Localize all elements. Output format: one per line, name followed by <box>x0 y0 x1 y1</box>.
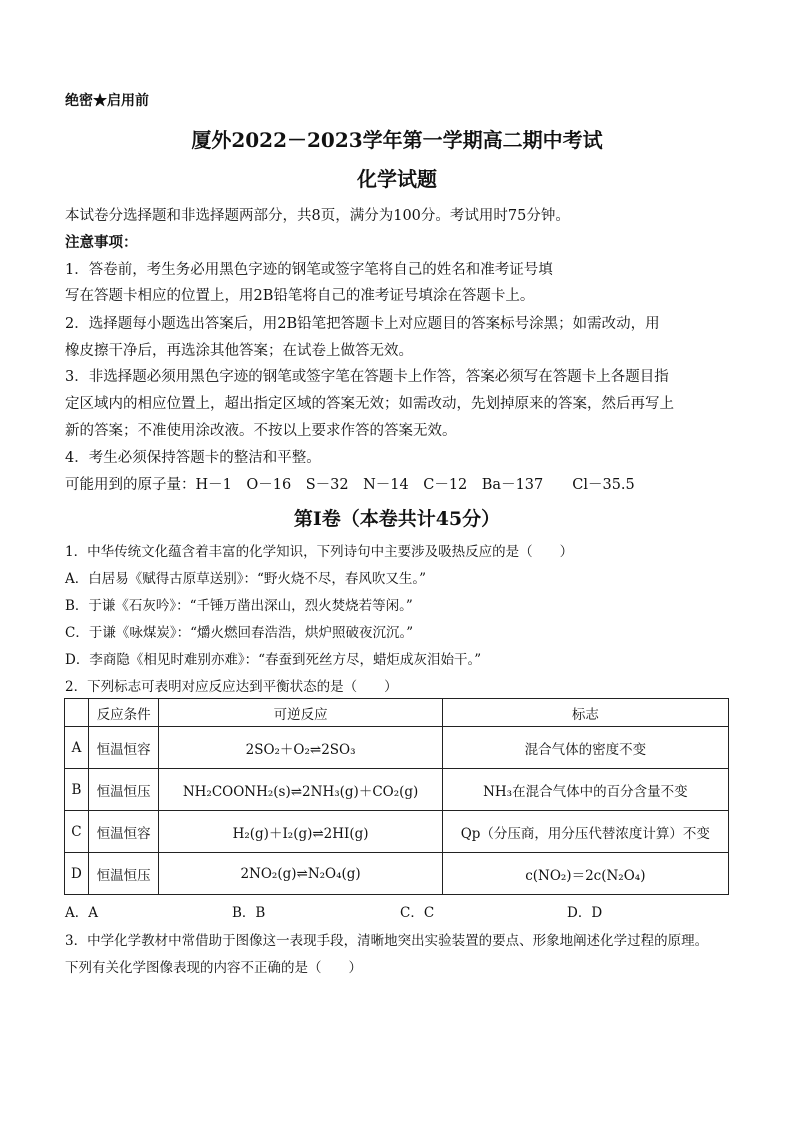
condition-cell: 恒温恒压 <box>88 769 159 811</box>
question-stem: 3．中学化学教材中常借助于图像这一表现手段，清晰地突出实验装置的要点、形象地阐述化学过程的原理。 <box>65 933 709 949</box>
answer-option: B．B <box>232 905 266 921</box>
answer-option: C．于谦《咏煤炭》：“爝火燃回春浩浩，烘炉照破夜沉沉。” <box>65 625 414 641</box>
answer-option: B．于谦《石灰吟》：“千锤万凿出深山，烈火焚烧若等闲。” <box>65 598 413 614</box>
exam-title: 厦外2022－2023学年第一学期高二期中考试 <box>191 128 603 152</box>
row-label: C <box>65 811 89 853</box>
row-label: A <box>65 727 89 769</box>
notice-line: 4．考生必须保持答题卡的整洁和平整。 <box>65 450 321 466</box>
indicator-cell: Qp（分压商，用分压代替浓度计算）不变 <box>442 811 728 853</box>
notice-line: 1．答卷前，考生务必用黑色字迹的钢笔或签字笔将自己的姓名和准考证号填 <box>65 262 553 278</box>
answer-option: D．李商隐《相见时难别亦难》：“春蚕到死丝方尽，蜡炬成灰泪始干。” <box>65 652 482 668</box>
table-row <box>65 769 729 811</box>
header-cell: 可逆反应 <box>159 699 442 727</box>
subject-title: 化学试题 <box>357 167 437 191</box>
question-stem-continued: 下列有关化学图像表现的内容不正确的是（ ） <box>65 960 362 976</box>
row-label: B <box>65 769 89 811</box>
indicator-cell: NH₃在混合气体中的百分含量不变 <box>442 769 728 811</box>
notice-heading: 注意事项： <box>65 234 138 251</box>
atomic-masses: 可能用到的原子量：H－1 O－16 S－32 N－14 C－12 Ba－137 Cl－35.5 <box>65 477 635 493</box>
header-cell: 标志 <box>442 699 728 727</box>
row-label: D <box>65 853 89 895</box>
reaction-cell: H₂(g)＋I₂(g)⇌2HI(g) <box>159 811 442 853</box>
condition-cell: 恒温恒压 <box>88 853 159 895</box>
reaction-cell: 2SO₂＋O₂⇌2SO₃ <box>159 727 442 769</box>
answer-option: A．A <box>65 905 98 921</box>
confidential-label: 绝密★启用前 <box>65 93 149 109</box>
indicator-cell: 混合气体的密度不变 <box>442 727 728 769</box>
exam-summary: 本试卷分选择题和非选择题两部分，共8页，满分为100分。考试用时75分钟。 <box>65 208 570 224</box>
notice-line: 橡皮擦干净后，再选涂其他答案；在试卷上做答无效。 <box>65 343 413 359</box>
equilibrium-table <box>64 698 729 895</box>
reaction-cell: NH₂COONH₂(s)⇌2NH₃(g)＋CO₂(g) <box>159 769 442 811</box>
table-row <box>65 727 729 769</box>
header-cell <box>65 699 89 727</box>
notice-line: 定区域内的相应位置上，超出指定区域的答案无效；如需改动，先划掉原来的答案，然后再写上 <box>65 396 674 412</box>
condition-cell: 恒温恒容 <box>88 811 159 853</box>
notice-line: 2．选择题每小题选出答案后，用2B铅笔把答题卡上对应题目的答案标号涂黑；如需改动，用 <box>65 316 660 332</box>
indicator-cell: c(NO₂)＝2c(N₂O₄) <box>442 853 728 895</box>
notice-line: 写在答题卡相应的位置上，用2B铅笔将自己的准考证号填涂在答题卡上。 <box>65 288 535 304</box>
question-stem: 1．中华传统文化蕴含着丰富的化学知识，下列诗句中主要涉及吸热反应的是（ ） <box>65 544 574 560</box>
answer-option: A．白居易《赋得古原草送别》：“野火烧不尽，春风吹又生。” <box>65 571 427 587</box>
table-header-row <box>65 699 729 727</box>
header-cell: 反应条件 <box>88 699 159 727</box>
table-row <box>65 853 729 895</box>
question-stem: 2．下列标志可表明对应反应达到平衡状态的是（ ） <box>65 679 398 695</box>
notice-line: 3．非选择题必须用黑色字迹的钢笔或签字笔在答题卡上作答，答案必须写在答题卡上各题目指 <box>65 369 669 385</box>
notice-line: 新的答案；不准使用涂改液。不按以上要求作答的答案无效。 <box>65 423 457 439</box>
answer-option: D．D <box>567 905 603 921</box>
answer-option: C．C <box>400 905 435 921</box>
table-row <box>65 811 729 853</box>
reaction-cell: 2NO₂(g)⇌N₂O₄(g) <box>159 853 442 895</box>
section-title: 第Ⅰ卷（本卷共计45分） <box>293 508 501 530</box>
condition-cell: 恒温恒容 <box>88 727 159 769</box>
